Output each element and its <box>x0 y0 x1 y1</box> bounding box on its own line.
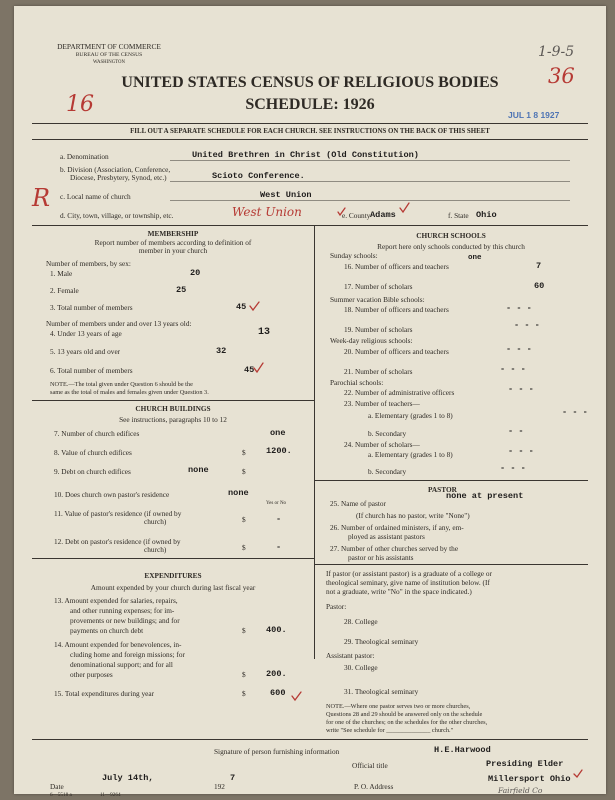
schools-sub: Report here only schools conducted by this church <box>377 242 525 251</box>
graduate-note-3: not a graduate, write "No" in the space indicated.) <box>326 587 472 596</box>
form-title: UNITED STATES CENSUS OF RELIGIOUS BODIES <box>121 74 499 91</box>
bureau-label: BUREAU OF THE CENSUS <box>75 52 143 58</box>
denomination-label: a. Denomination <box>60 152 109 161</box>
q27-label-2: pastor or his assistants <box>348 553 414 562</box>
pastor-note-3: for one of the churches; on the schedules for the other churches, <box>326 719 488 726</box>
q24a-value: - - - <box>508 446 534 456</box>
pastor-note: NOTE.—Where one pastor serves two or more churches, <box>326 703 471 710</box>
q28-label: 28. College <box>344 617 378 626</box>
q14-label-2: cluding home and foreign missions; for <box>70 650 185 659</box>
q6-value: 45 <box>244 365 255 375</box>
pastor-note-4: write "See schedule for ______________ church." <box>326 727 454 734</box>
q22-label: 22. Number of administrative officers <box>344 388 455 397</box>
membership-intro: Report number of members according to definition of <box>94 238 252 247</box>
q25-note: (If church has no pastor, write "None") <box>356 511 470 520</box>
q23b-label: b. Secondary <box>368 429 407 438</box>
q8-label: 8. Value of church edifices <box>54 448 132 457</box>
city-value: West Union <box>232 205 302 219</box>
q2-label: 2. Female <box>50 286 79 295</box>
form-number-2: 11—9264 <box>100 792 121 798</box>
q13-label-2: and other running expenses; for im- <box>70 606 175 615</box>
q17-value: 60 <box>534 281 545 291</box>
date-label: Date <box>50 782 64 791</box>
church-name-value: West Union <box>260 190 312 200</box>
q23a-label: a. Elementary (grades 1 to 8) <box>368 411 453 420</box>
q11-label: 11. Value of pastor's residence (if owned by <box>54 509 182 518</box>
q24b-value: - - - <box>500 463 526 473</box>
q16-label: 16. Number of officers and teachers <box>344 262 449 271</box>
year-digit: 7 <box>230 773 236 783</box>
q25-value: none at present <box>446 491 524 501</box>
q20-label: 20. Number of officers and teachers <box>344 347 449 356</box>
q11-dollar: $ <box>242 515 246 524</box>
county-value: Adams <box>370 210 396 220</box>
q1-value: 20 <box>190 268 201 278</box>
q5-value: 32 <box>216 346 227 356</box>
q25-label: 25. Name of pastor <box>330 499 386 508</box>
q13-dollar: $ <box>242 626 246 635</box>
q14-value: 200. <box>266 669 287 679</box>
q10-label: 10. Does church own pastor's residence <box>54 490 170 499</box>
buildings-sub: See instructions, paragraphs 10 to 12 <box>119 415 227 424</box>
signature-value: H.E.Harwood <box>434 745 491 755</box>
graduate-note: If pastor (or assistant pastor) is a graduate of a college or <box>326 569 492 578</box>
q8-value: 1200. <box>266 446 292 456</box>
pastor-label: Pastor: <box>326 602 347 611</box>
q7-value: one <box>270 428 286 438</box>
division-label: b. Division (Association, Conference, <box>60 165 171 174</box>
q13-label-4: payments on church debt <box>70 626 144 635</box>
q26-label: 26. Number of ordained ministers, if any, em- <box>330 523 464 532</box>
red-check-marks <box>14 6 606 794</box>
city-label: d. City, town, village, or township, etc. <box>60 211 174 220</box>
q6-label: 6. Total number of members <box>50 366 133 375</box>
pastor-note-2: Questions 28 and 29 should be answered only on the schedule <box>326 711 483 718</box>
q18-value: - - - <box>506 303 532 313</box>
received-date-stamp: JUL 1 8 1927 <box>508 110 560 120</box>
q13-value: 400. <box>266 625 287 635</box>
q30-label: 30. College <box>344 663 378 672</box>
q15-dollar: $ <box>242 689 246 698</box>
q3-label: 3. Total number of members <box>50 303 133 312</box>
state-label: f. State <box>448 211 469 220</box>
q19-value: - - - <box>514 320 540 330</box>
q23-label: 23. Number of teachers— <box>344 399 420 408</box>
sunday-label: Sunday schools: <box>330 251 378 260</box>
q8-dollar: $ <box>242 448 246 457</box>
form-number: 6—5518 a <box>50 792 72 798</box>
q9-label: 9. Debt on church edifices <box>54 467 131 476</box>
q7-label: 7. Number of church edifices <box>54 429 140 438</box>
buildings-heading: CHURCH BUILDINGS <box>135 404 211 413</box>
q13-label-3: provements or new buildings; and for <box>70 616 180 625</box>
q4-value: 13 <box>258 327 271 338</box>
q27-label: 27. Number of other churches served by the <box>330 544 459 553</box>
red-mark-36: 36 <box>548 64 575 88</box>
signature-label: Signature of person furnishing information <box>214 747 340 756</box>
q13-label: 13. Amount expended for salaries, repairs, <box>54 596 178 605</box>
year-prefix: 192 <box>214 782 225 791</box>
q22-value: - - - <box>508 384 534 394</box>
pastor-heading: PASTOR <box>428 485 457 494</box>
assistant-pastor-label: Assistant pastor: <box>326 651 375 660</box>
check-city <box>338 208 345 215</box>
po-address-label: P. O. Address <box>354 782 394 791</box>
q15-value: 600 <box>270 688 286 698</box>
red-mark-16: 16 <box>66 92 94 117</box>
city-label: WASHINGTON <box>93 60 125 65</box>
q5-label: 5. 13 years old and over <box>50 347 121 356</box>
under-over-label: Number of members under and over 13 years old: <box>46 319 192 328</box>
q12-dollar: $ <box>242 543 246 552</box>
q12-label: 12. Debt on pastor's residence (if owned by <box>54 537 181 546</box>
q12-value: - <box>276 542 282 552</box>
q14-label-4: other purposes <box>70 670 113 679</box>
q2-value: 25 <box>176 285 187 295</box>
top-right-mark: 1-9-5 <box>538 44 575 60</box>
official-title-label: Official title <box>352 761 388 770</box>
church-name-label: c. Local name of church <box>60 192 131 201</box>
census-schedule-sheet <box>14 6 606 798</box>
by-sex-label: Number of members, by sex: <box>46 259 131 268</box>
q16-note: one <box>468 254 482 262</box>
parochial-label: Parochial schools: <box>330 378 384 387</box>
q21-label: 21. Number of scholars <box>344 367 413 376</box>
q1-label: 1. Male <box>50 269 73 278</box>
expenditures-sub: Amount expended by your church during last fiscal year <box>90 583 256 592</box>
q11-label-2: church) <box>144 517 167 526</box>
form-subtitle: SCHEDULE: 1926 <box>245 96 375 113</box>
q23a-value: - - - <box>562 407 588 417</box>
q11-value: - <box>276 514 282 524</box>
summer-label: Summer vacation Bible schools: <box>330 295 425 304</box>
q14-label: 14. Amount expended for benevolences, in- <box>54 640 182 649</box>
graduate-note-2: theological seminary, give name of institution below. (If <box>326 578 490 587</box>
q29-label: 29. Theological seminary <box>344 637 419 646</box>
schools-heading: CHURCH SCHOOLS <box>416 231 486 240</box>
division-label-2: Diocese, Presbytery, Synod, etc.) <box>70 173 167 182</box>
weekday-label: Week-day religious schools: <box>330 336 413 345</box>
q3-value: 45 <box>236 302 247 312</box>
q14-dollar: $ <box>242 670 246 679</box>
q23b-value: - - <box>508 426 524 436</box>
q17-label: 17. Number of scholars <box>344 282 413 291</box>
q14-label-3: denominational support; and for all <box>70 660 173 669</box>
membership-note: NOTE.—The total given under Question 6 should be the <box>50 381 193 388</box>
check-q3 <box>250 302 259 310</box>
q18-label: 18. Number of officers and teachers <box>344 305 449 314</box>
q24b-label: b. Secondary <box>368 467 407 476</box>
q19-label: 19. Number of scholars <box>344 325 413 334</box>
q21-value: - - - <box>500 364 526 374</box>
q9-dollar: $ <box>242 467 246 476</box>
official-title-value: Presiding Elder <box>486 759 564 769</box>
denomination-value: United Brethren in Christ (Old Constitution) <box>192 150 419 160</box>
membership-note-2: same as the total of males and females given under Question 3. <box>50 389 209 396</box>
q12-label-2: church) <box>144 545 167 554</box>
county-pencil-note: Fairfield Co <box>498 786 543 795</box>
expenditures-heading: EXPENDITURES <box>144 571 202 580</box>
check-q6 <box>254 363 263 372</box>
membership-heading: MEMBERSHIP <box>147 229 199 238</box>
po-address-value: Millersport Ohio <box>488 774 571 784</box>
red-mark-r: R <box>32 184 51 212</box>
q31-label: 31. Theological seminary <box>344 687 419 696</box>
check-county <box>400 203 409 212</box>
instruction-line: FILL OUT A SEPARATE SCHEDULE FOR EACH CHURCH. SEE INSTRUCTIONS ON THE BACK OF THIS SHEET <box>130 128 490 135</box>
dept-label: DEPARTMENT OF COMMERCE <box>57 42 161 51</box>
q26-label-2: ployed as assistant pastors <box>348 532 425 541</box>
membership-intro-2: member in your church <box>138 246 208 255</box>
q24a-label: a. Elementary (grades 1 to 8) <box>368 450 453 459</box>
check-q15 <box>292 692 301 700</box>
q15-label: 15. Total expenditures during year <box>54 689 155 698</box>
date-value: July 14th, <box>102 773 154 783</box>
q9-value: none <box>188 465 209 475</box>
q4-label: 4. Under 13 years of age <box>50 329 122 338</box>
q16-value: 7 <box>536 261 542 271</box>
yes-no-note: Yes or No <box>266 501 287 506</box>
check-address <box>574 770 582 777</box>
q10-value: none <box>228 488 249 498</box>
division-value: Scioto Conference. <box>212 171 305 181</box>
q24-label: 24. Number of scholars— <box>344 440 420 449</box>
state-value: Ohio <box>476 210 497 220</box>
q20-value: - - - <box>506 344 532 354</box>
county-label: e. County <box>342 211 371 220</box>
